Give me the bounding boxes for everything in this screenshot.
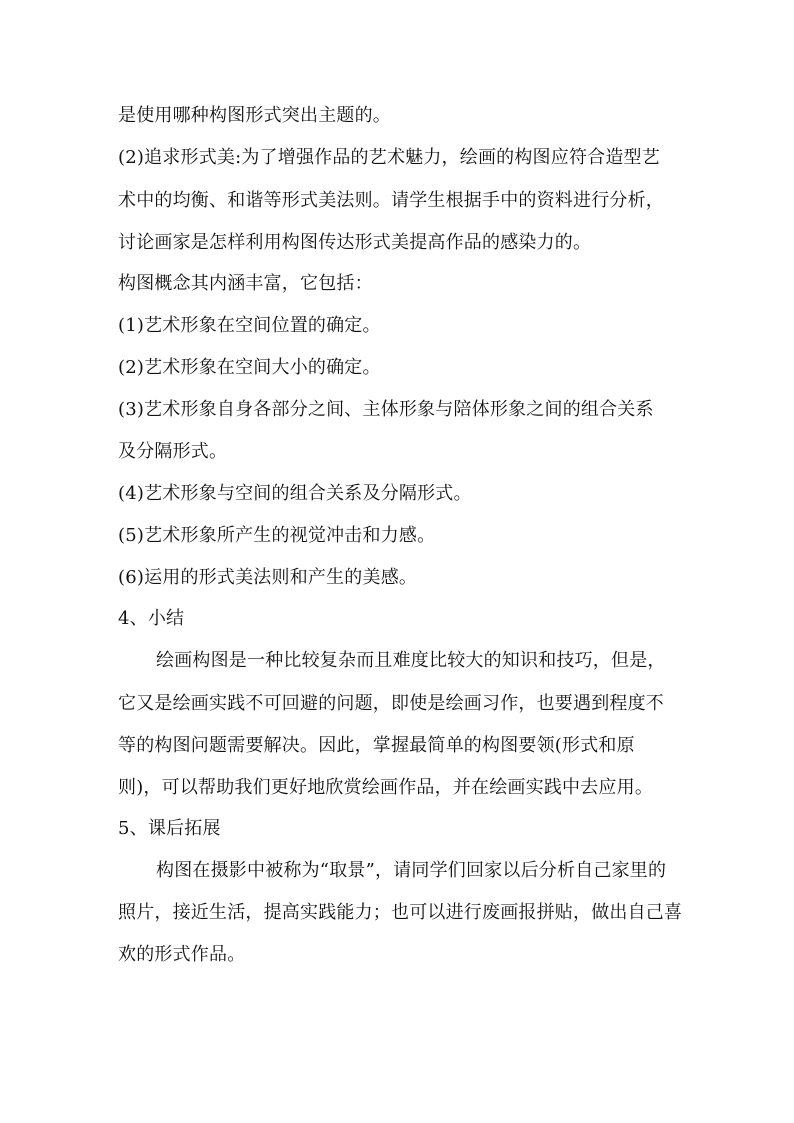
text-line: (5)艺术形象所产生的视觉冲击和力感。 — [118, 525, 436, 546]
text-line: 及分隔形式。 — [118, 441, 228, 462]
text-line: (2)艺术形象在空间大小的确定。 — [118, 357, 381, 378]
text-line: 构图在摄影中被称为“取景”，请同学们回家以后分析自己家里的 — [156, 860, 667, 881]
text-line: 等的构图问题需要解决。因此，掌握最简单的构图要领(形式和原 — [118, 735, 635, 756]
text-line: 是使用哪种构图形式突出主题的。 — [118, 105, 391, 126]
text-line: 照片，接近生活，提高实践能力；也可以进行废画报拼贴，做出自己喜 — [118, 902, 683, 923]
section-heading: 5、课后拓展 — [118, 818, 221, 839]
text-line: (3)艺术形象自身各部分之间、主体形象与陪体形象之间的组合关系 — [118, 399, 654, 420]
text-line: 欢的形式作品。 — [118, 944, 246, 965]
text-line: 构图概念其内涵丰富，它包括： — [118, 273, 373, 294]
text-line: 讨论画家是怎样利用构图传达形式美提高作品的感染力的。 — [118, 232, 592, 253]
text-line: 绘画构图是一种比较复杂而且难度比较大的知识和技巧，但是， — [156, 650, 666, 671]
text-line: (1)艺术形象在空间位置的确定。 — [118, 315, 381, 336]
text-line: 则)，可以帮助我们更好地欣赏绘画作品，并在绘画实践中去应用。 — [118, 777, 654, 798]
text-line: (4)艺术形象与空间的组合关系及分隔形式。 — [118, 483, 472, 504]
section-heading: 4、小结 — [118, 608, 185, 629]
text-line: 它又是绘画实践不可回避的问题，即使是绘画习作，也要遇到程度不 — [118, 693, 664, 714]
text-line: (2)追求形式美:为了增强作品的艺术魅力，绘画的构图应符合造型艺 — [118, 147, 660, 168]
text-line: 术中的均衡、和谐等形式美法则。请学生根据手中的资料进行分析， — [118, 190, 664, 211]
text-line: (6)运用的形式美法则和产生的美感。 — [118, 567, 418, 588]
